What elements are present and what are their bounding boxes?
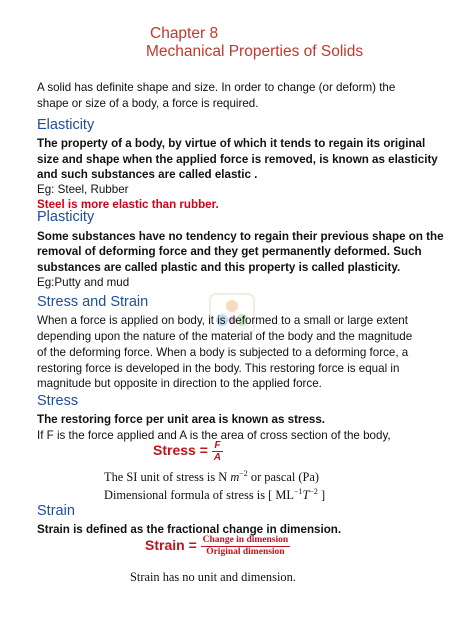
stress-strain-line-5: magnitude but opposite in direction to the applied force. [37,377,322,390]
dim-formula-text: Dimensional formula of stress is [ [104,488,276,503]
stress-strain-line-4: restoring force is developed in the body. This restoring force is equal in [37,362,400,375]
stress-line: If F is the force applied and A is the area of cross section of the body, [37,429,391,442]
heading-stress-and-strain: Stress and Strain [37,294,149,310]
si-unit-suffix: or pascal (Pa) [247,470,319,485]
strain-numerator: Change in dimension [202,535,289,545]
chapter-label: Chapter 8 [150,25,219,42]
si-unit-m: m [230,470,240,485]
elasticity-def-3: and such substances are called elastic . [37,168,258,181]
si-unit-text: The SI unit of stress is N [104,470,231,485]
plasticity-def-3: substances are called plastic and this property is called plasticity. [37,261,401,274]
stress-dimensional-formula [104,484,325,503]
intro-line-1: A solid has definite shape and size. In order to change (or deform) the [37,81,396,94]
strain-note: Strain has no unit and dimension. [130,570,296,584]
plasticity-def-2: removal of deforming force and they get permanently deformed. Such [37,245,422,258]
strain-fraction [201,535,291,558]
heading-stress: Stress [37,393,79,409]
si-unit-exponent: −2 [239,469,248,478]
stress-formula [153,440,223,463]
heading-elasticity: Elasticity [37,117,95,133]
elasticity-example: Eg: Steel, Rubber [37,183,129,196]
heading-strain: Strain [37,503,75,519]
stress-strain-line-1: When a force is applied on body, it is deformed to a small or large extent [37,314,408,327]
stress-def: The restoring force per unit area is known as stress. [37,413,326,426]
stress-numerator: F [212,440,223,452]
stress-si-unit [104,466,319,485]
elasticity-def-2: size and shape when the applied force is removed, is known as elasticity [37,153,438,166]
strain-formula-lhs: Strain = [145,537,197,554]
elasticity-def-1: The property of a body, by virtue of which it tends to regain its original [37,137,426,150]
strain-denominator: Original dimension [206,547,285,557]
strain-def: Strain is defined as the fractional change in dimension. [37,523,342,536]
dim-formula-exp-1: −1 [293,487,303,496]
stress-denominator: A [213,452,221,463]
stress-fraction [212,440,223,463]
dim-formula-ml: ML [275,488,294,503]
strain-formula [145,535,290,558]
stress-strain-line-3: of the deforming force. When a body is subjected to a deforming force, a [37,346,409,359]
elasticity-note: Steel is more elastic than rubber. [37,198,219,211]
plasticity-def-1: Some substances have no tendency to regain their previous shape on the [37,230,444,243]
dim-formula-exp-2: −2 [309,487,318,496]
dim-formula-suffix: ] [317,488,326,503]
stress-strain-line-2: depending upon the nature of the material of the body and the magnitude [37,330,413,343]
chapter-title: Mechanical Properties of Solids [146,43,364,60]
plasticity-example: Eg:Putty and mud [37,276,130,289]
stress-formula-lhs: Stress = [153,442,208,459]
dim-formula-t: T [302,488,310,503]
intro-line-2: shape or size of a body, a force is required. [37,97,259,110]
heading-plasticity: Plasticity [37,209,95,225]
